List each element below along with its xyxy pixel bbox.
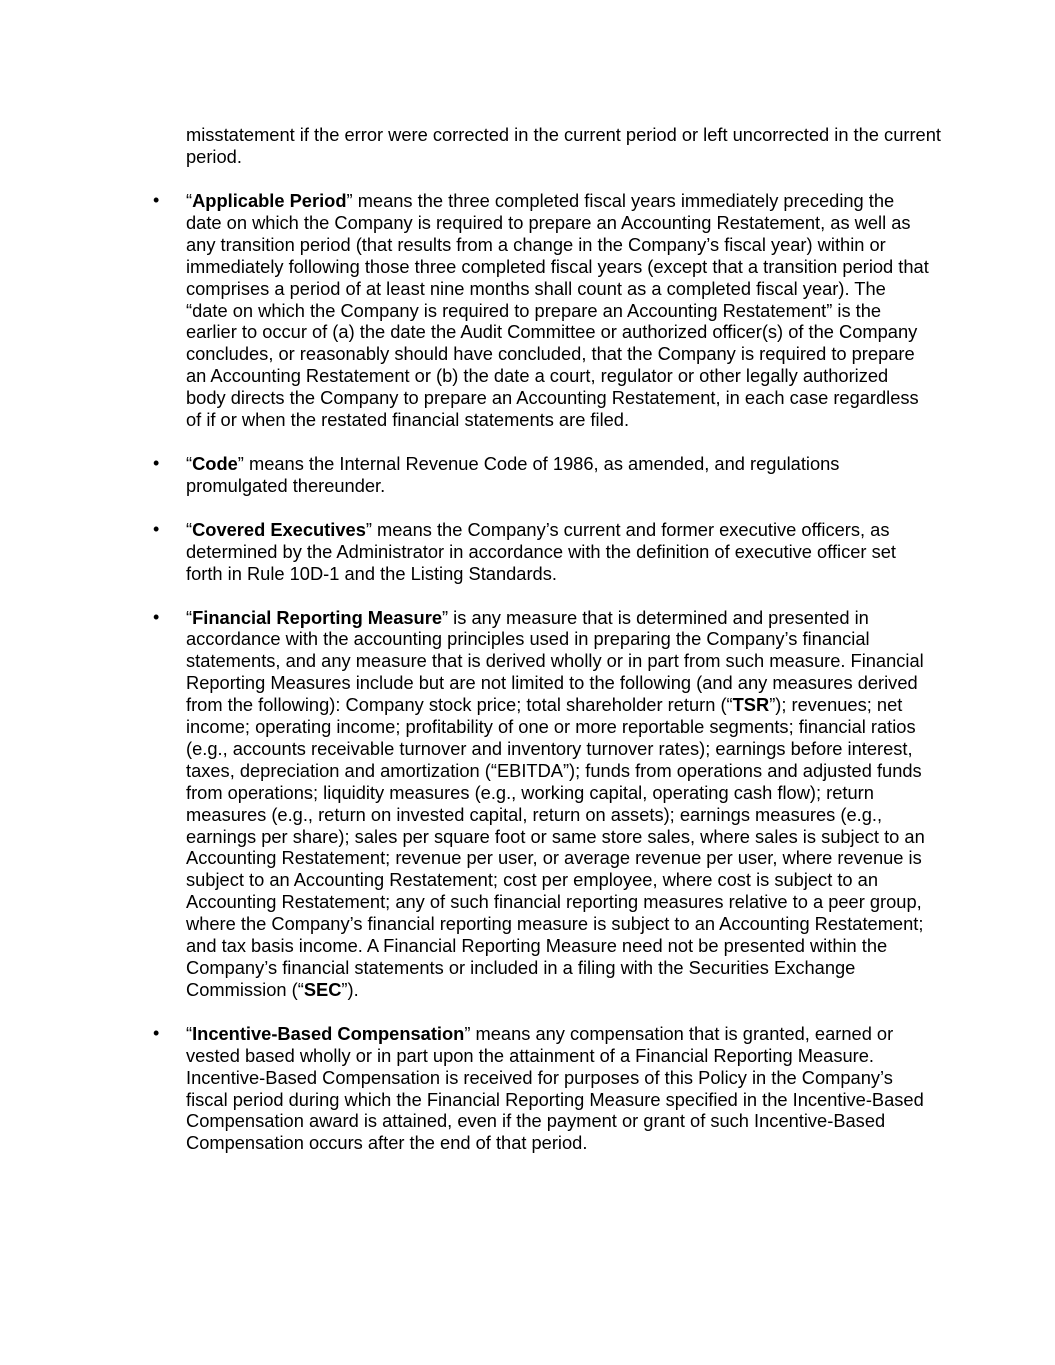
defined-term: Financial Reporting Measure (192, 606, 442, 628)
bullet-icon: • (153, 518, 160, 539)
bullet-icon: • (153, 190, 160, 210)
bullet-icon: • (153, 452, 160, 473)
bullet-icon: • (153, 606, 160, 627)
defined-term: Incentive-Based Compensation (192, 1022, 465, 1044)
definition-text: ”); revenues; net income; operating income; profitability of one or more reportable segments; financial ratios (e.g., accounts receivable turnover and inventory turnover rates); earnings before interest, taxes, depreciation and amortization (“EBITDA”); funds from operations and adjusted funds from operations; liquidity measures (e.g., working capital, operating cash flow); return measures (e.g., return on invested capital, return on assets); earnings measures (e.g., earnings per share); sales per square foot or same store sales, where sales is subject to an Accounting Restatement; revenue per user, or average revenue per user, where revenue is subject to an Accounting Restatement; cost per employee, where cost is subject to an Accounting Restatement; any of such financial reporting measures relative to a peer group, where the Company’s financial reporting measure is subject to an Accounting Restatement; and tax basis income. A Financial Reporting Measure need not be presented within the Company’s financial statements or included in a filing with the Securities Exchange Commission (“ (186, 694, 925, 1000)
definition-incentive-based-compensation: • “Incentive-Based Compensation” means any compensation that is granted, earned or vested based wholly or in part upon the attainment of a Financial Reporting Measure. Incentive-Based Compensation is received for purposes of this Policy in the Company’s fiscal period during which the Financial Reporting Measure specified in the Incentive-Based Compensation award is attained, even if the payment or grant of such Incentive-Based Compensation occurs after the end of that period. (153, 1022, 924, 1154)
definition-text: means the Internal Revenue Code of 1986, as amended, and regulations promulgated thereunder. (186, 452, 840, 496)
defined-term: Code (192, 452, 238, 474)
abbreviation-tsr: TSR (732, 694, 770, 716)
defined-term: Covered Executives (192, 518, 366, 540)
bullet-icon: • (153, 1022, 160, 1043)
abbreviation-sec: SEC (303, 978, 342, 1000)
definition-text: ”). (341, 978, 359, 1000)
definition-applicable-period: • “Applicable Period” means the three completed fiscal years immediately preceding the date on which the Company is required to prepare an Accounting Restatement, as well as any transition period (that results from a change in the Company’s fiscal year) within or immediately following those three completed fiscal years (except that a transition period that comprises a period of at least nine months shall count as a completed fiscal year). The “date on which the Company is required to prepare an Accounting Restatement” is the earlier to occur of (a) the date the Audit Committee or authorized officer(s) of the Company concludes, or reasonably should have concluded, that the Company is required to prepare an Accounting Restatement or (b) the date a court, regulator or other legally authorized body directs the Company to prepare an Accounting Restatement, in each case regardless of if or when the restated financial statements are filed. (153, 190, 929, 431)
definition-text: is any measure that is determined and presented in accordance with the accounting principles used in preparing the Company’s financial statements, and any measure that is derived wholly or in part from such measure. Financial Reporting Measures include but are not limited to the following (and any measures derived from the following): Company stock price; total shareholder return (“ (186, 606, 924, 716)
continuation-paragraph: misstatement if the error were corrected in the current period or left uncorrected in the current period. (186, 124, 941, 167)
definitions-list (0, 190, 1055, 1176)
definition-covered-executives: • “Covered Executives” means the Company’s current and former executive officers, as determined by the Administrator in accordance with the definition of executive officer set forth in Rule 10D-1 and the Listing Standards. (153, 518, 896, 584)
definition-text: means the Company’s current and former executive officers, as determined by the Administrator in accordance with the definition of executive officer set forth in Rule 10D-1 and the Listing Standards. (186, 518, 896, 584)
defined-term: Applicable Period (192, 190, 347, 211)
definition-text: means the three completed fiscal years immediately preceding the date on which the Company is required to prepare an Accounting Restatement, as well as any transition period (that results from a change in the Company’s fiscal year) within or immediately following those three completed fiscal years (except that a transition period that comprises a period of at least nine months shall count as a completed fiscal year). The “date on which the Company is required to prepare an Accounting Restatement” is the earlier to occur of (a) the date the Audit Committee or authorized officer(s) of the Company concludes, or reasonably should have concluded, that the Company is required to prepare an Accounting Restatement or (b) the date a court, regulator or other legally authorized body directs the Company to prepare an Accounting Restatement, in each case regardless of if or when the restated financial statements are filed. (186, 190, 929, 431)
definition-code: • “Code” means the Internal Revenue Code of 1986, as amended, and regulations promulgated thereunder. (153, 452, 840, 496)
definition-financial-reporting-measure: • “Financial Reporting Measure” is any measure that is determined and presented in accordance with the accounting principles used in preparing the Company’s financial statements, and any measure that is derived wholly or in part from such measure. Financial Reporting Measures include but are not limited to the following (and any measures derived from the following): Company stock price; total shareholder return (“TSR”); revenues; net income; operating income; profitability of one or more reportable segments; financial ratios (e.g., accounts receivable turnover and inventory turnover rates); earnings before interest, taxes, depreciation and amortization (“EBITDA”); funds from operations and adjusted funds from operations; liquidity measures (e.g., working capital, operating cash flow); return measures (e.g., return on invested capital, return on assets); earnings measures (e.g., earnings per share); sales per square foot or same store sales, where sales is subject to an Accounting Restatement; revenue per user, or average revenue per user, where revenue is subject to an Accounting Restatement; cost per employee, where cost is subject to an Accounting Restatement; any of such financial reporting measures relative to a peer group, where the Company’s financial reporting measure is subject to an Accounting Restatement; and tax basis income. A Financial Reporting Measure need not be presented within the Company’s financial statements or included in a filing with the Securities Exchange Commission (“SEC”). (153, 606, 925, 1000)
definition-text: means any compensation that is granted, earned or vested based wholly or in part upon the attainment of a Financial Reporting Measure. Incentive-Based Compensation is received for purposes of this Policy in the Company’s fiscal period during which the Financial Reporting Measure specified in the Incentive-Based Compensation award is attained, even if the payment or grant of such Incentive-Based Compensation occurs after the end of that period. (186, 1022, 924, 1154)
